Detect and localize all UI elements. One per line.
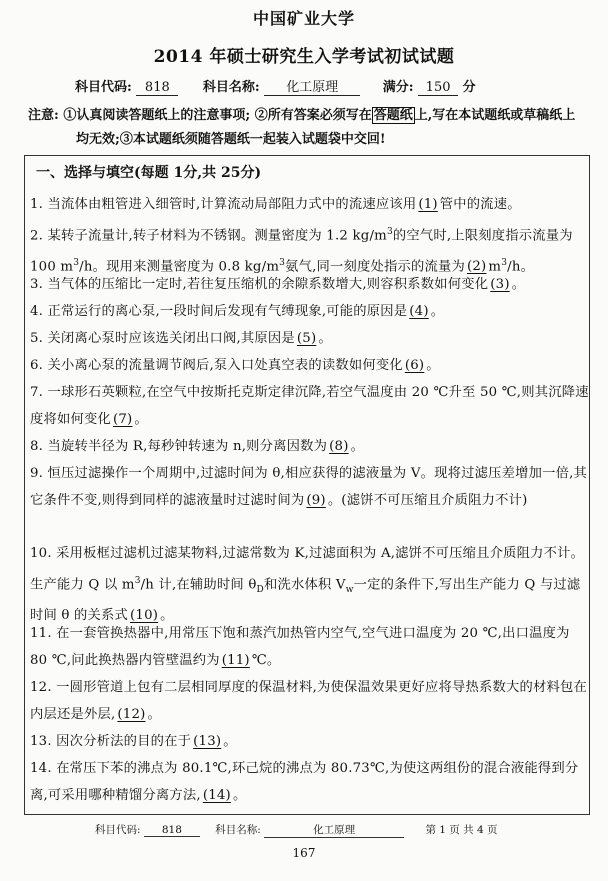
q2-sup-4: 3 — [501, 257, 508, 268]
subject-code-label: 科目代码: — [75, 80, 132, 95]
q2-blank: (2) — [466, 259, 487, 275]
q11-blank: (11) — [221, 652, 250, 668]
q2-sup-1: 3 — [386, 227, 393, 237]
q12-text: 12. 一圆形管道上包有二层相同厚度的保温材料,为使保温效果更好应将导热系数大的材料包在内层还是外层, — [30, 680, 587, 722]
q9-text-end: 。(滤饼不可压缩且介质阻力不计) — [327, 492, 528, 508]
q12-text-end: 。 — [147, 706, 162, 722]
q7-blank: (7) — [112, 411, 133, 427]
footer-name-value: 化工原理 — [264, 822, 404, 838]
question-1 — [30, 192, 590, 219]
full-score-unit: 分 — [462, 80, 476, 95]
q6-text: 6. 关小离心泵的流量调节阀后,泵入口处真空表的读数如何变化 — [30, 358, 403, 373]
exam-meta — [75, 76, 476, 96]
q1-text-end: 管中的流速。 — [439, 197, 521, 212]
q11-text: 11. 在一套管换热器中,用常压下饱和蒸汽加热管内空气,空气进口温度为 20 ℃,出口温度为 80 ℃,问此换热器内管壁温约为 — [30, 626, 570, 668]
q3-text-end: 。 — [511, 277, 526, 292]
exam-title: 2014 年硕士研究生入学考试初试试题 — [153, 47, 455, 67]
question-13 — [30, 729, 590, 756]
q10-sub-w: w — [345, 584, 354, 595]
q7-text-end: 。 — [134, 411, 148, 427]
q14-text: 14. 在常压下苯的沸点为 80.1℃,环己烷的沸点为 80.73℃,为使这两组份的混合液能得到分离,可采用哪种精馏分离方法, — [30, 761, 579, 803]
question-3 — [30, 272, 590, 299]
notice-label: 注意: — [28, 108, 59, 123]
q10-text-d: 一定的条件下,写出生产能力 Q 与过滤时间 θ 的关系式 — [30, 576, 581, 624]
notice-line-2 — [28, 128, 575, 152]
q12-blank: (12) — [117, 706, 146, 722]
answer-sheet-box: 答题纸 — [373, 108, 413, 123]
q13-text: 13. 因次分析法的目的在于 — [30, 734, 192, 749]
q6-blank: (6) — [404, 358, 425, 373]
q4-text: 4. 正常运行的离心泵,一段时间后发现有气缚现象,可能的原因是 — [30, 304, 408, 319]
q5-text: 5. 关闭离心泵时应该选关闭出口阀,其原因是 — [30, 331, 295, 346]
q13-blank: (13) — [193, 734, 222, 749]
footer-page-info: 第 1 页 共 4 页 — [425, 824, 498, 836]
q3-text: 3. 当气体的压缩比一定时,若往复压缩机的余隙系数增大,则容积系数如何变化 — [30, 277, 489, 292]
full-score-label: 满分: — [382, 80, 414, 95]
question-12 — [30, 675, 590, 728]
q5-text-end: 。 — [318, 331, 332, 346]
notice-item-1: ①认真阅读答题纸上的注意事项; — [63, 108, 251, 123]
q2-text-e: m — [488, 259, 502, 275]
q1-text: 1. 当流体由粗管进入细管时,计算流动局部阻力式中的流速应该用 — [30, 197, 417, 212]
q5-blank: (5) — [296, 331, 317, 346]
notice-item-2c: 均无效; — [76, 132, 120, 147]
question-4 — [30, 299, 590, 326]
q2-text-f: /h。 — [507, 259, 535, 275]
footer-name-label: 科目名称: — [215, 824, 261, 836]
section-title: 一、选择与填空(每题 1分,共 25分) — [36, 165, 262, 181]
q2-text-c: /h。现用来测量密度为 0.8 kg/m — [79, 259, 280, 275]
q7-text: 7. 一球形石英颗粒,在空气中按斯托克斯定律沉降,若空气温度由 20 ℃升至 50 ℃,则其沉降速度将如何变化 — [30, 385, 589, 427]
footer-code-label: 科目代码: — [95, 824, 141, 836]
notice-item-2b: 上,写在本试题纸或草稿纸上 — [414, 108, 576, 123]
question-8 — [30, 434, 590, 461]
q10-text-c: 和洗水体积 V — [263, 576, 346, 592]
q2-sup-3: 3 — [279, 257, 286, 268]
q6-text-end: 。 — [426, 358, 440, 373]
question-6 — [30, 353, 590, 380]
school-name: 中国矿业大学 — [252, 9, 355, 28]
q4-text-end: 。 — [430, 304, 445, 319]
page-footer — [95, 822, 498, 838]
question-9 — [30, 461, 590, 514]
q11-text-end: ℃。 — [251, 652, 281, 668]
subject-code-value: 818 — [136, 80, 178, 96]
question-11 — [30, 621, 590, 674]
question-7 — [30, 380, 590, 433]
q8-text: 8. 当旋转半径为 R,每秒钟转速为 n,则分离因数为 — [30, 439, 328, 454]
q4-blank: (4) — [409, 304, 429, 319]
page-number: 167 — [292, 846, 316, 860]
q2-text-a: 2. 某转子流量计,转子材料为不锈钢。测量密度为 1.2 kg/m — [30, 228, 387, 244]
q8-blank: (8) — [329, 439, 349, 454]
q13-text-end: 。 — [223, 734, 237, 749]
question-14 — [30, 756, 590, 809]
q2-text-d: 氨气,同一刻度处指示的流量为 — [285, 259, 465, 275]
full-score-value: 150 — [418, 80, 458, 96]
q3-blank: (3) — [490, 277, 510, 292]
q10-text-b: /h 计,在辅助时间 θ — [140, 576, 257, 592]
footer-code-value: 818 — [144, 824, 200, 837]
question-5 — [30, 326, 590, 353]
q8-text-end: 。 — [350, 439, 365, 454]
q14-text-end: 。 — [232, 787, 247, 803]
subject-name-value: 化工原理 — [264, 80, 360, 96]
subject-name-label: 科目名称: — [202, 80, 260, 95]
notice-item-2a: ②所有答案必须写在 — [254, 108, 372, 123]
notice — [28, 104, 575, 152]
q10-text-a: 10. 采用板框过滤机过滤某物料,过滤常数为 K,过滤面积为 A,滤饼不可压缩且介质阻力不计。生产能力 Q 以 m — [30, 546, 585, 592]
q10-text-end: 。 — [160, 608, 174, 624]
question-10 — [30, 541, 590, 630]
q2-text-b: 的空气时,上限刻度指示流量为 100 m — [30, 228, 573, 275]
q14-blank: (14) — [202, 787, 231, 803]
q1-blank: (1) — [418, 197, 438, 212]
q2-sup-2: 3 — [73, 257, 80, 268]
q10-sub-d: D — [256, 584, 264, 595]
q10-blank: (10) — [130, 608, 159, 624]
q10-sup: 3 — [134, 575, 141, 586]
q9-text: 9. 恒压过滤操作一个周期中,过滤时间为 θ,相应获得的滤液量为 V。现将过滤压差增加一倍,其它条件不变,则得到同样的滤液量时过滤时间为 — [30, 466, 588, 508]
q9-blank: (9) — [306, 492, 326, 508]
notice-item-3: ③本试题纸须随答题纸一起装入试题袋中交回! — [119, 132, 386, 147]
